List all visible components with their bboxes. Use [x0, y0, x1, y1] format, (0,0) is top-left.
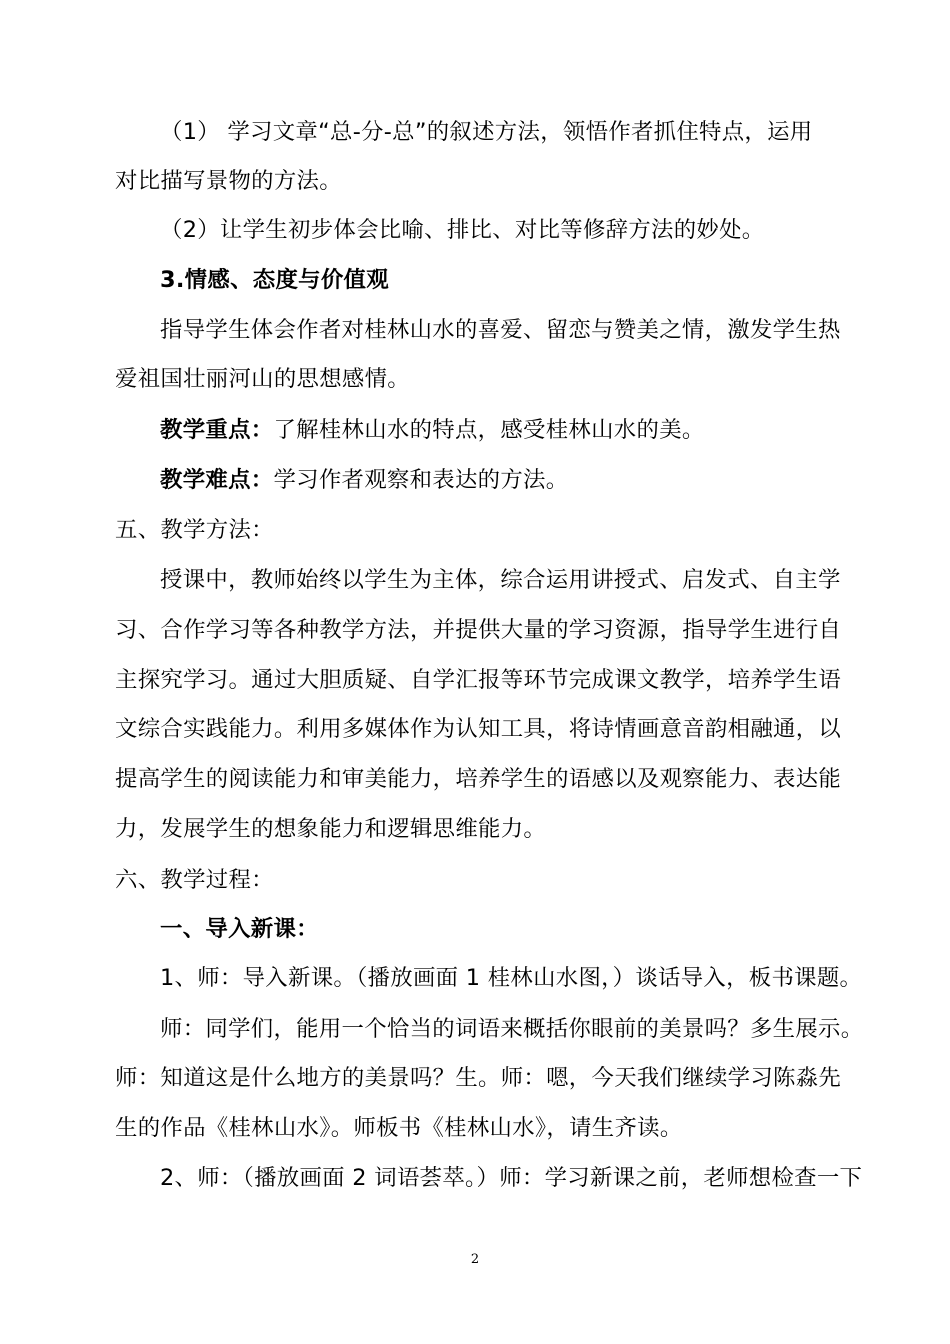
key-point-line — [160, 415, 890, 445]
section-heading: 3.情感、态度与价值观 — [160, 267, 389, 293]
key-point-label: 教学重点： — [160, 417, 274, 443]
difficulty-text: 学习作者观察和表达的方法。 — [273, 467, 569, 493]
section-heading: 五、教学方法： — [115, 517, 274, 543]
paragraph-line: 1、师：导入新课。（播放画面 1 桂林山水图，）谈话导入，板书课题。 — [160, 965, 863, 991]
paragraph-line: 师：同学们，能用一个恰当的词语来概括你眼前的美景吗？多生展示。 — [160, 1016, 864, 1042]
page-number: 2 — [470, 1252, 480, 1267]
paragraph-line: 主探究学习。通过大胆质疑、自学汇报等环节完成课文教学，培养学生语 — [115, 667, 842, 693]
subsection-heading: 一、导入新课： — [160, 916, 319, 942]
paragraph-line: （2）让学生初步体会比喻、排比、对比等修辞方法的妙处。 — [160, 217, 765, 243]
paragraph-line: 习、合作学习等各种教学方法，并提供大量的学习资源，指导学生进行自 — [115, 617, 842, 643]
paragraph-line: 师：知道这是什么地方的美景吗？生。师：嗯，今天我们继续学习陈淼先 — [115, 1065, 842, 1091]
paragraph-line: 提高学生的阅读能力和审美能力，培养学生的语感以及观察能力、表达能 — [115, 766, 842, 792]
paragraph-line: 文综合实践能力。利用多媒体作为认知工具，将诗情画意音韵相融通，以 — [115, 716, 842, 742]
paragraph-line: （1） 学习文章“总-分-总”的叙述方法，领悟作者抓住特点，运用 — [160, 119, 813, 145]
paragraph-line: 对比描写景物的方法。 — [115, 168, 342, 194]
difficulty-line — [160, 465, 890, 495]
paragraph-line: 2、师：（播放画面 2 词语荟萃。）师：学习新课之前，老师想检查一下 — [160, 1165, 863, 1191]
paragraph-line: 生的作品《桂林山水》。师板书《桂林山水》，请生齐读。 — [115, 1115, 683, 1141]
paragraph-line: 爱祖国壮丽河山的思想感情。 — [115, 366, 410, 392]
difficulty-label: 教学难点： — [160, 467, 274, 493]
key-point-text: 了解桂林山水的特点，感受桂林山水的美。 — [273, 417, 705, 443]
paragraph-line: 授课中，教师始终以学生为主体，综合运用讲授式、启发式、自主学 — [160, 567, 841, 593]
paragraph-line: 力，发展学生的想象能力和逻辑思维能力。 — [115, 816, 547, 842]
section-heading: 六、教学过程： — [115, 867, 274, 893]
paragraph-line: 指导学生体会作者对桂林山水的喜爱、留恋与赞美之情，激发学生热 — [160, 317, 841, 343]
